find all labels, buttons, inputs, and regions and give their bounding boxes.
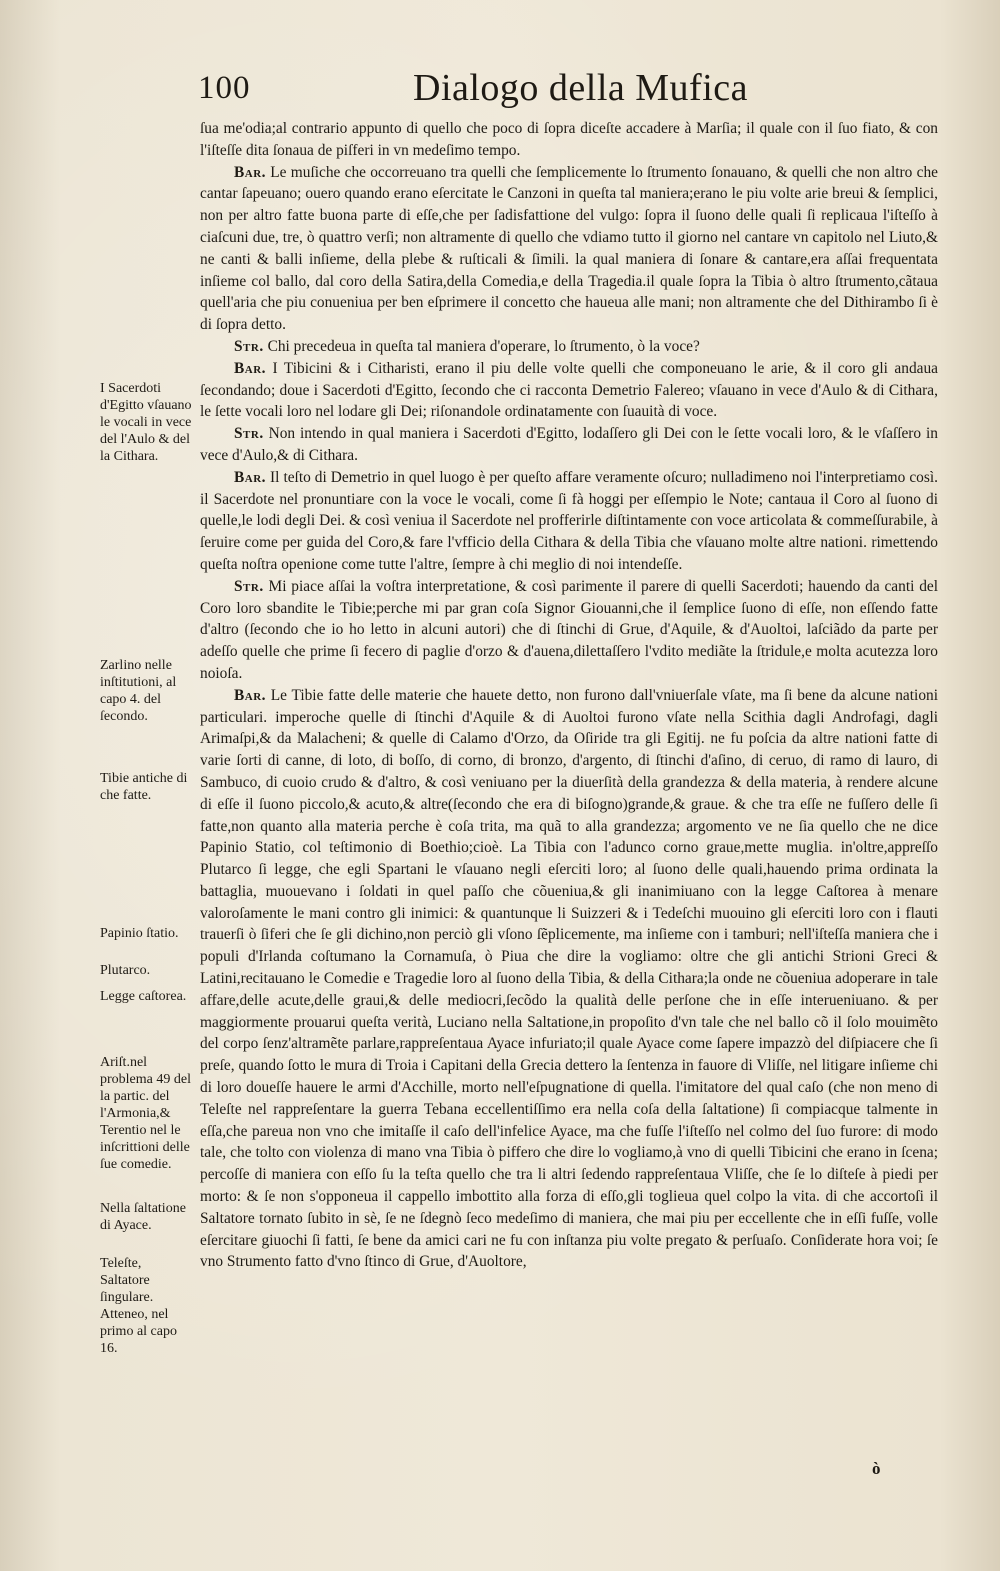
margin-note: Nella ſaltatione di Ayace. (100, 1201, 186, 1233)
paragraph-4 (200, 358, 938, 423)
margin-note: Papinio ſtatio. (100, 926, 179, 941)
speaker-label: Bar. (234, 686, 267, 704)
paragraph-8 (200, 685, 938, 1274)
running-title: Dialogo della Mufica (413, 67, 749, 109)
speaker-label: Bar. (234, 359, 267, 377)
page-number: 100 (198, 70, 251, 106)
speaker-label: Bar. (234, 468, 267, 486)
speaker-label: Str. (234, 577, 264, 595)
margin-note: Tibie antiche di che fatte. (100, 771, 188, 803)
margin-note: Ariſt.nel problema 49 del la partic. del l'Armonia,& Terentio nel le inſcrittioni delle ſue comedie. (100, 1055, 191, 1172)
paragraph-7 (200, 576, 938, 685)
margin-note: Zarlino nelle inſtitutioni, al capo 4. del ſecondo. (100, 658, 177, 724)
speech-text: Il teſto di Demetrio in quel luogo è per queſto affare veramente oſcuro; nulladimeno noi l'interpretiamo così. il Sacerdote nel pronuntiare con la voce le vocali, come ſi fà hoggi per eſſempio le Note; cantaua il Coro al ſuono di quelle,le lodi degli Dei. & così veniua il Sacerdote nel profferirle diſtintamente con voce articolata & commeſſurabile, à ſeruire come per guida del Coro,& fare l'vfficio della Cithara & della Tibia che vſauano molte altre nationi. rimettendo queſta noſtra openione come tutte l'altre, ſempre à chi meglio di noi intendeſſe. (200, 468, 938, 573)
page-header (198, 67, 938, 114)
paragraph-2 (200, 162, 938, 336)
catchword: ò (872, 1459, 881, 1478)
speech-text: I Tibicini & i Citharisti, erano il piu delle volte quelli che componeuano le arie, & il coro gli andaua ſecondando; doue i Sacerdoti d'Egitto, ſecondo che ci racconta Demetrio Falereo; vſauano in vece d'Aulo & di Cithara, le ſette vocali loro nel lodare gli Dei; riſonandole ordinatamente con ſuauità di voce. (200, 359, 938, 421)
margin-note: I Sacerdoti d'Egitto vſauano le vocali in vece del l'Aulo & del la Cithara. (100, 381, 192, 464)
paragraph-1: ſua me'odia;al contrario appunto di quello che poco di ſopra diceſte accadere à Marſia; il quale con il ſuo fiato, & con l'iſteſſe dita ſonaua de piſferi in vn medeſimo tempo. (200, 120, 938, 159)
margin-note: Plutarco. (100, 963, 151, 978)
speech-text: Le muſiche che occorreuano tra quelli che ſemplicemente lo ſtrumento ſonauano, & quelli che non altro che cantar ſapeuano; ouero quando erano eſercitate le Canzoni in queſta tal maniera;erano le piu volte arie breui & ſemplici, non per altro fatte buona parte di eſſe,che per ſadisfattione del vulgo: ſopra il ſuono delle quali ſi replicaua l'iſteſſo à ciaſcuni due, tre, ò quattro verſi; non altramente di quello che vdiamo tutto il giorno nel cantare vn capitolo nel Liuto,& ne canti & balli inſieme, della plebe & ruſticali & ſimili. la qual maniera di ſonare & cantare,era aſſai frequentata inſieme col ballo, dal coro della Satira,della Comedia,e della Tragedia.il quale ſopra la Tibia ò altro ſtrumento,cãtaua quell'aria che piu conueniua per ben eſprimere il concetto che haueua alle mani; non altramente che del Dithirambo ſi è di ſopra detto. (200, 163, 938, 334)
main-text-column (200, 118, 938, 1273)
speech-text: Chi precedeua in queſta tal maniera d'operare, lo ſtrumento, ò la voce? (267, 337, 700, 355)
paragraph-6 (200, 467, 938, 576)
paragraph-3 (200, 336, 938, 358)
speaker-label: Str. (234, 425, 264, 443)
speaker-label: Str. (234, 337, 264, 355)
margin-note: Legge caſtorea. (100, 989, 187, 1004)
margin-notes (100, 0, 192, 1571)
speech-text: Le Tibie fatte delle materie che hauete detto, non furono dall'vniuerſale vſate, ma ſi bene da alcune nationi particulari. imperoche quelle di ſtinchi d'Aquile & di Auoltoi furono vſate nella Scithia dagli Androfagi, dagli Arimaſpi,& da Malacheni; & quelle di Calamo d'Orzo, da Oſiride tra gli Egitij. ne fu poſcia da altre nationi fatte di varie ſorti di canne, di loto, di boſſo, di corno, di bronzo, d'argento, di ſtinchi d'aſino, di ceruo, di ramo di lauro, di Sambuco, di cuoio crudo & d'altro, & così veniuano per la diuerſità della grandezza & della materia, à rendere alcune di eſſe il ſuono piccolo,& acuto,& altre(ſecondo che era di biſogno)grande,& graue. & che tra eſſe ne fuſſero delle ſi fatte,non quanto alla materia perche è coſa trita, ma quã to alla grandezza; argomento ve ne ſia quello che ne dice Papinio Statio, col teſtimonio di Boethio;cioè. La Tibia con l'adunco corno graue,mette muglia. in'oltre,appreſſo Plutarco ſi legge, che egli Spartani le vſauano negli eſerciti loro; al ſuono delle quali,hauendo prima ordinata la battaglia, muouevano i ſoldati in quel paſſo che cõueniua,& gli inanimiuano con la legge Caſtorea à menare valoroſamente le mani contro gli inimici: & quantunque li Suizzeri & i Tedeſchi muouino gli eſerciti loro con i flauti trauerſi ò ſiferi che ſe gli dichino,non perciò gli vſono ſẽplicemente, ma inſieme con i tamburi; nell'iſteſſa maniera che i populi d'Irlanda coſtumano la Cornamuſa, ò Piua che dire la vogliamo: oltre che gli antichi Strioni Greci & Latini,recitauano le Comedie e Tragedie loro al ſuono della Tibia, & della Cithara;la onde ne cõueniua adoperare in tale affare,delle acute,delle graui,& delle mediocri,ſecõdo la qualità delle perſone che in eſſe interueniuano. & per maggiormente prouarui queſta verità, Luciano nella Saltatione,in propoſito d'vn tale che nel ballo cõ il ſolo mouimẽto del corpo ſenz'altramẽte parlare,rappreſentaua Ayace infuriato;il quale Ayace come ſapere impazzò del diſpiacere che ſi preſe, quando ſotto le mura di Troia i Capitani della Grecia dettero la ſentenza in fauore di Vliſſe, nel litigare inſieme chi di loro doueſſe hauere le armi d'Acchille, morto nell'eſpugnatione di quella. l'imitatore del qual caſo (che non meno di Teleſte nel rappreſentare la guerra Tebana eccellentiſſimo era nella coſa della ſaltatione) ſi compiacque talmente in eſſa,che pareua non vno che imitaſſe il caſo dell'infelice Ayace, ma che fuſſe l'iſteſſo nel colmo del ſuo furore: di modo tale, che tolto con violenza di mano vna Tibia ò piffero che dire lo vogliamo,à vno di quelli Tibicini che erano in ſcena; percoſſe di maniera con eſſo ſu la teſta quello che tra li altri ſedendo rappreſentaua Vliſſe, che ſe lo diſteſe à piedi per morto: & ſe non s'opponeua il cappello imbottito alla forza di eſſo,gli toglieua quel colpo la vita. di che accortoſi il Saltatore tornato ſubito in sè, ſe ne ſdegnò ſeco medeſimo di maniera, che mai piu per eccellente che in eſſi fuſſe, volle eſercitare giuochi ſi fatti, ſe bene da amici cari ne fu con inſtanza piu volte pregato & perſuaſo. Conſiderate hora voi; ſe vno Strumento fatto d'vno ſtinco di Grue, d'Auoltore, (200, 686, 938, 1271)
margin-note: Teleſte, Saltatore ſingulare. Atteneo, nel primo al capo 16. (100, 1256, 177, 1356)
speaker-label: Bar. (234, 163, 267, 181)
speech-text: Mi piace aſſai la voſtra interpretatione, & così parimente il parere di quelli Sacerdoti; hauendo da canti del Coro loro sbandite le Tibie;perche mi par gran coſa Signor Giouanni,che il ſemplice ſuono di eſſe, non eſſendo fatte d'altro (ſecondo che io ho letto in alcuni autori) che di ſtinchi di Grue, d'Aquile, & d'Auoltoi, laſciãdo da parte per adeſſo quelle che prime ſi fecero di paglie d'orzo & d'auena,dilettaſſero l'vdito mediãte la ſtridule,e molta acutezza loro noioſa. (200, 577, 938, 682)
speech-text: Non intendo in qual maniera i Sacerdoti d'Egitto, lodaſſero gli Dei con le ſette vocali loro, & le vſaſſero in vece d'Aulo,& di Cithara. (200, 425, 938, 464)
paragraph-5 (200, 423, 938, 467)
